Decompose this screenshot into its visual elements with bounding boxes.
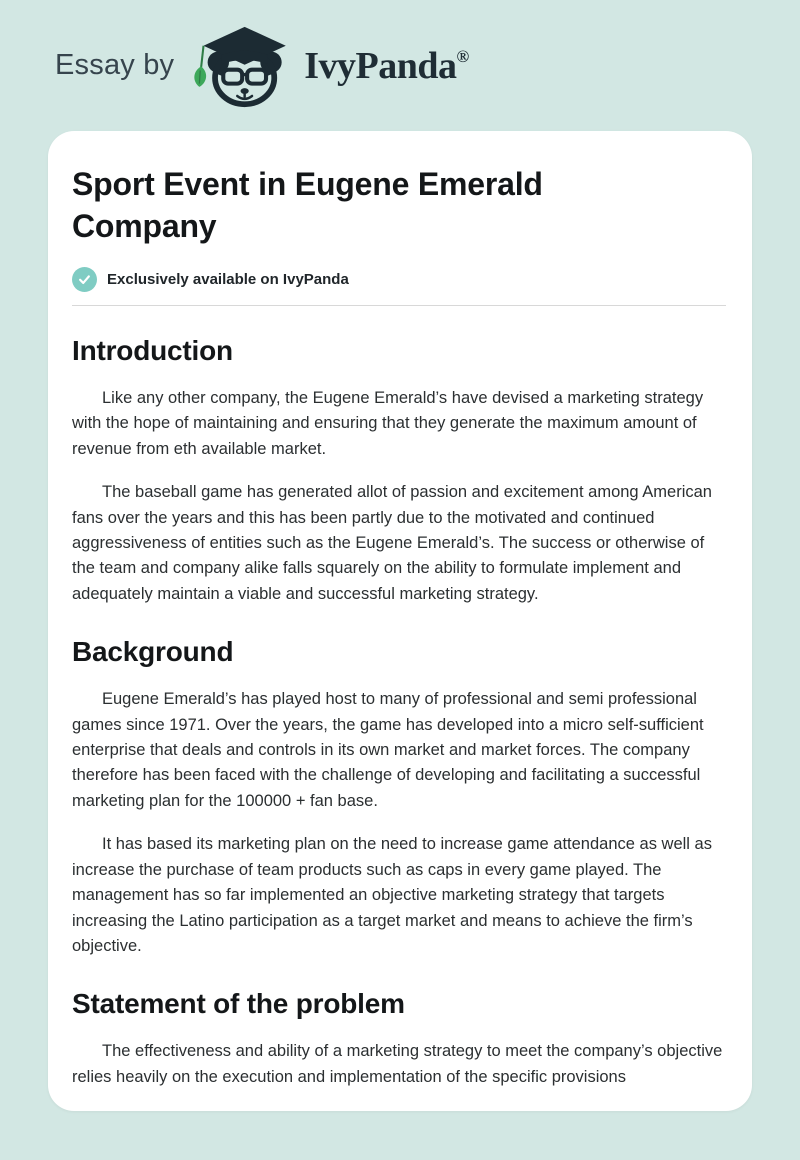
brand-text: IvyPanda bbox=[304, 44, 457, 87]
exclusive-badge bbox=[72, 267, 726, 292]
brand-name bbox=[304, 44, 469, 88]
essay-card bbox=[48, 131, 752, 1111]
section-background bbox=[72, 634, 726, 959]
paragraph: Like any other company, the Eugene Emerald’s have devised a marketing strategy with the hope of maintaining and ensuring that they generate the maximum amount of revenue from eth available market. bbox=[72, 389, 704, 458]
paragraph: Eugene Emerald’s has played host to many of professional and semi professional games since 1971. Over the years, the game has developed into a micro self-sufficient enterprise that deals and controls in its own market and market forces. The company therefore has been faced with the challenge of developing and facilitating a successful marketing plan for the 100000 + fan base. bbox=[72, 690, 704, 810]
paragraph: It has based its marketing plan on the need to increase game attendance as well as increase the purchase of team products such as caps in every game played. The management has so far implemented an objective marketing strategy that targets increasing the Latino participation as a target market and means to achieve the firm’s objective. bbox=[72, 835, 712, 955]
paragraph: The effectiveness and ability of a marketing strategy to meet the company’s objective relies heavily on the execution and implementation of the specific provisions bbox=[72, 1042, 723, 1086]
badge-label: Exclusively available on IvyPanda bbox=[107, 271, 349, 288]
essay-title: Sport Event in Eugene Emerald Company bbox=[72, 166, 543, 244]
divider bbox=[72, 305, 726, 306]
section-introduction bbox=[72, 333, 726, 607]
header-prefix: Essay by bbox=[55, 49, 175, 81]
site-header bbox=[0, 0, 800, 131]
paragraph: The baseball game has generated allot of passion and excitement among American fans over the years and this has been partly due to the motivated and continued aggressiveness of entities such as the Eugene Emerald’s. The success or otherwise of the team and company alike falls squarely on the ability to formulate implement and adequately maintain a viable and successful marketing strategy. bbox=[72, 483, 712, 603]
section-heading: Introduction bbox=[72, 335, 233, 366]
section-heading: Background bbox=[72, 636, 234, 668]
section-statement-of-problem bbox=[72, 986, 726, 1090]
checkmark-icon bbox=[72, 267, 97, 292]
panda-graduate-logo-icon bbox=[192, 25, 294, 111]
section-heading: Statement of the problem bbox=[72, 988, 405, 1020]
registered-mark-icon: ® bbox=[456, 46, 470, 66]
